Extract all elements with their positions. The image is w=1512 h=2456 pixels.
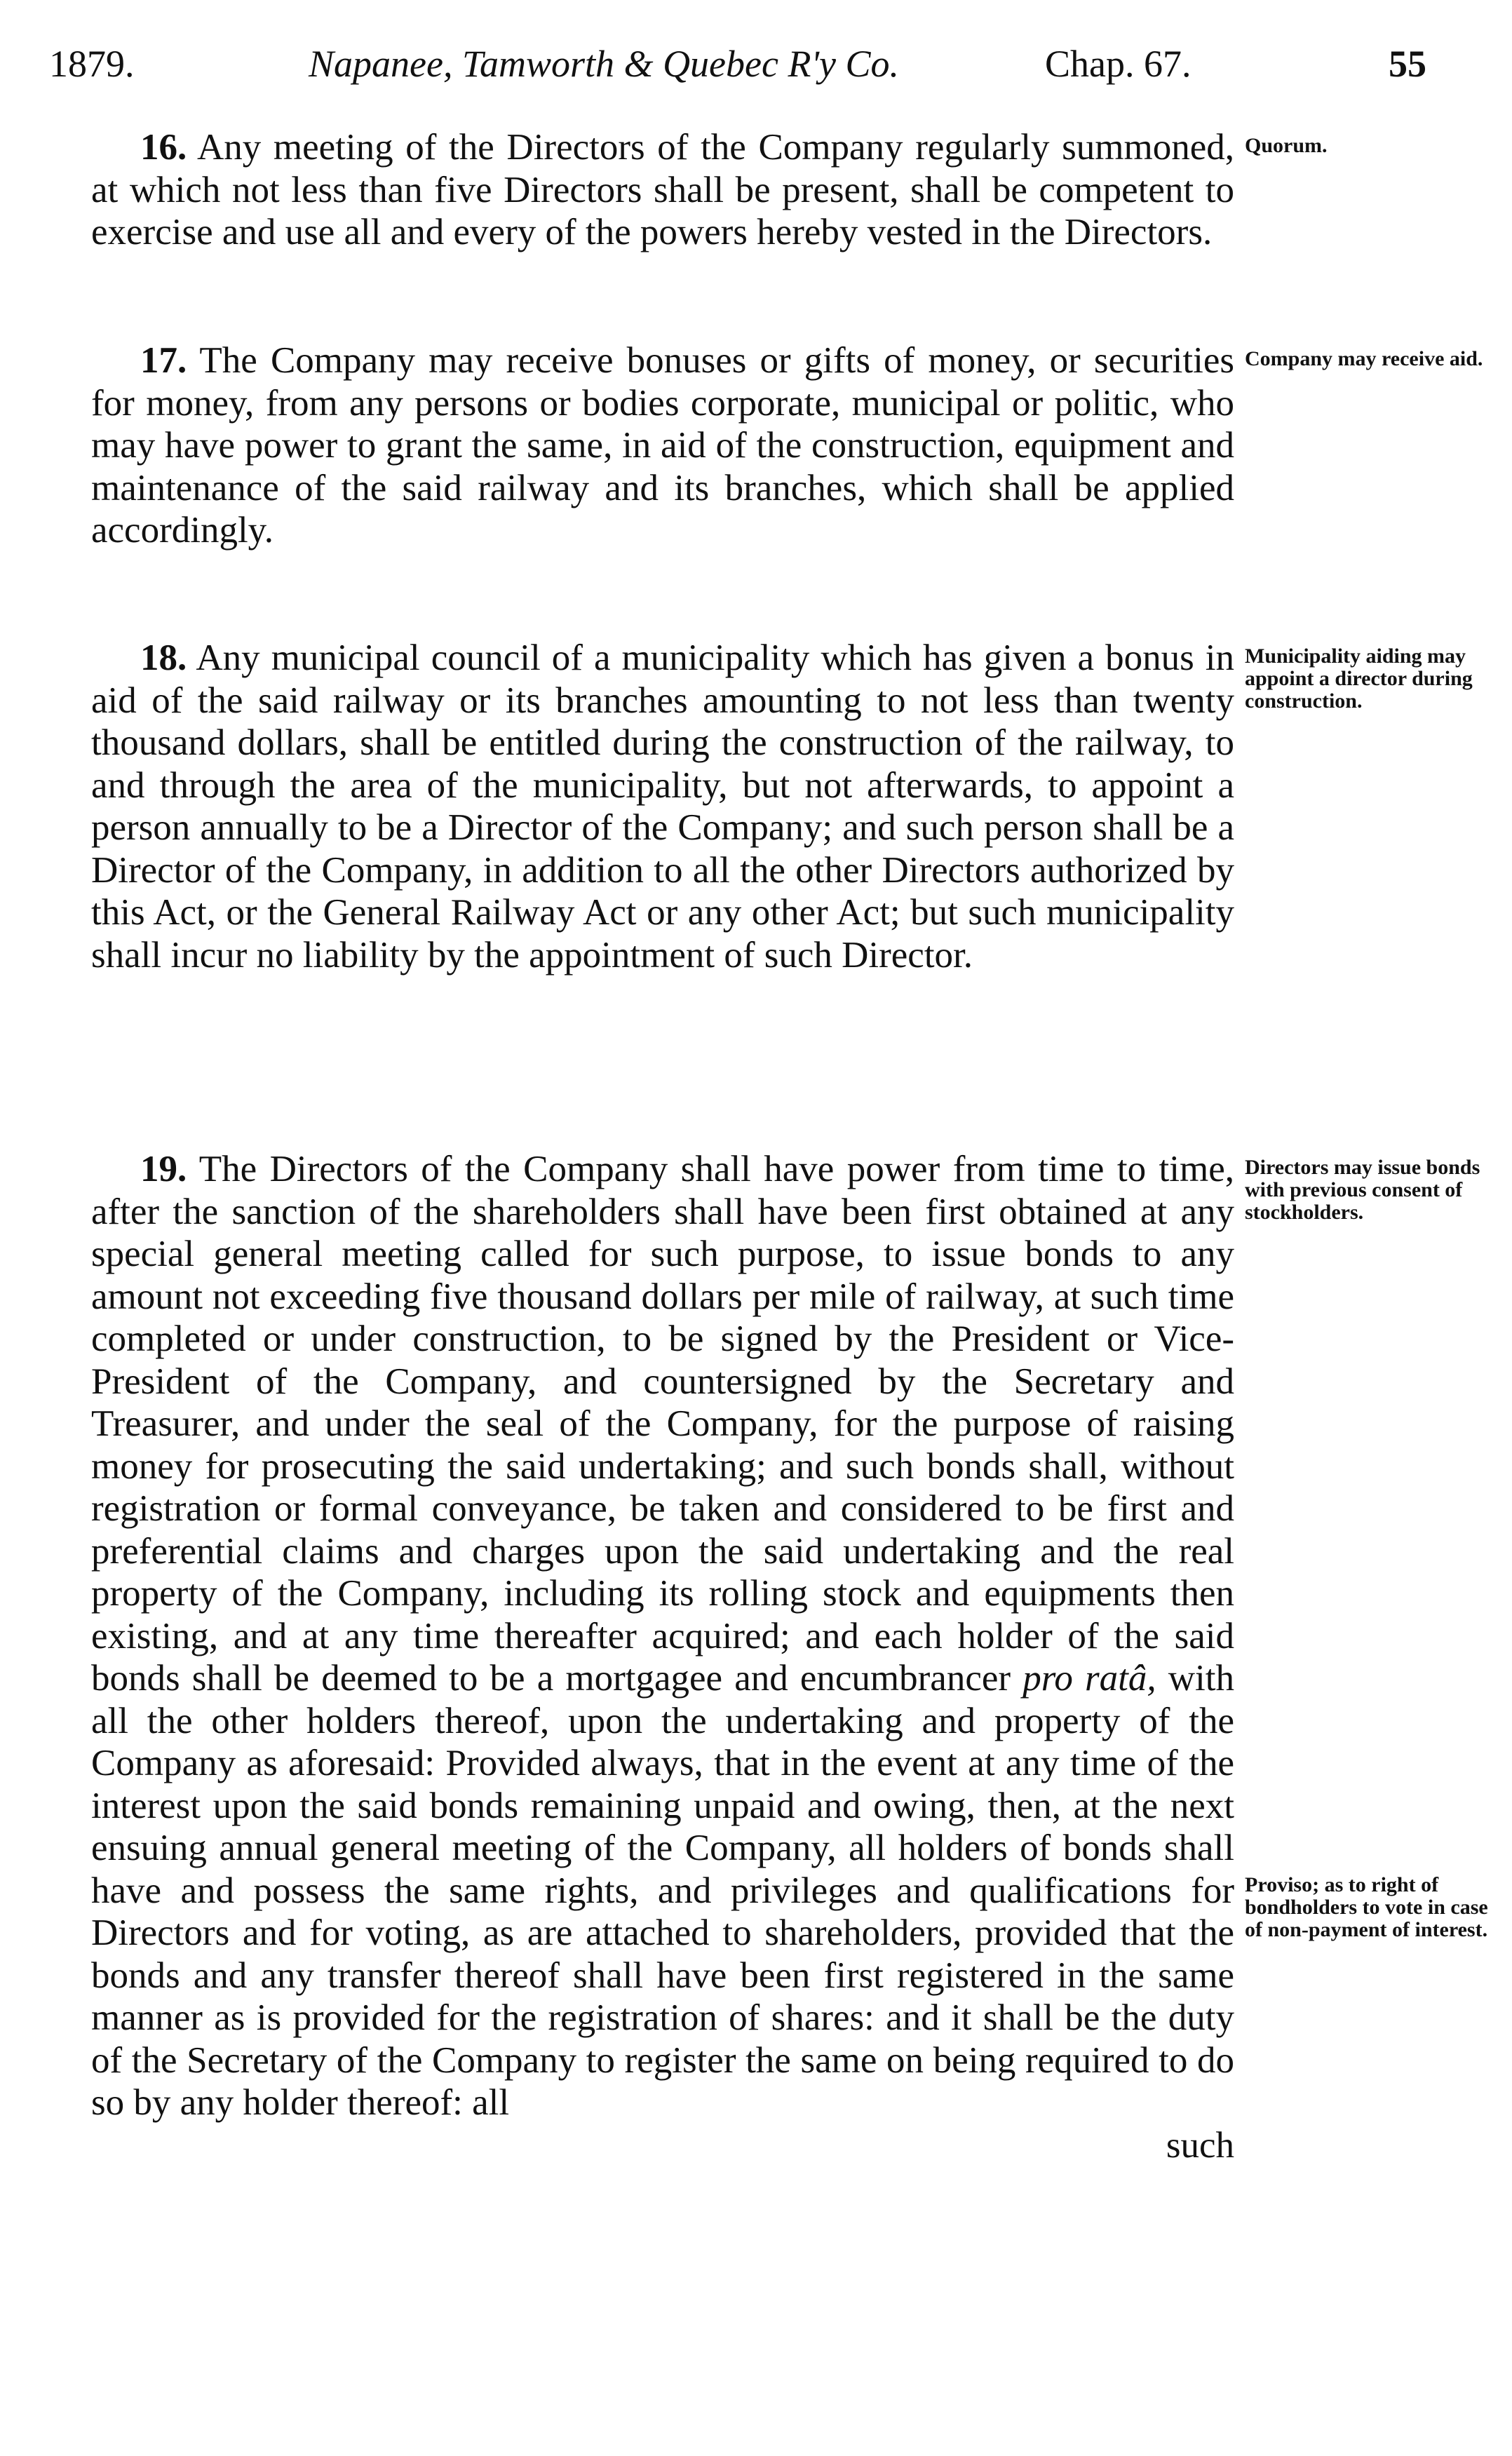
catchword: such [1166, 2124, 1234, 2166]
marginal-note-company-aid: Company may receive aid. [1245, 347, 1483, 370]
marginal-note-quorum: Quorum. [1245, 134, 1328, 157]
section-body-part1: The Directors of the Company shall have power from time to time, after the sanction of the shareholders shall have been first obtained at any special general meeting called for such purpose, to issue bonds to any amount not exceeding five thousand dollars per mile of railway, at such time completed or under construction, to be signed by the President or Vice-President of the Company, and countersigned by the Secretary and Treasurer, and under the seal of the Company, for the purpose of raising money for prosecuting the said undertaking; and such bonds shall, without registration or formal conveyance, be taken and considered to be first and preferential claims and charges upon the said undertaking and the real property of the Company, including its rolling stock and equipments then existing, and at any time thereafter acquired; and each holder of the said bonds shall be deemed to be a mortgagee and encumbrancer [91, 1149, 1234, 1699]
section-number: 17. [140, 340, 187, 381]
section-18 [91, 637, 1234, 976]
italic-phrase: pro ratâ, [1022, 1658, 1156, 1699]
header-chapter: Chap. 67. [1045, 43, 1192, 85]
header-title: Napanee, Tamworth & Quebec R'y Co. [309, 43, 899, 85]
header-year: 1879. [49, 43, 135, 85]
section-body: Any municipal council of a municipality which has given a bonus in aid of the said railway or its branches amounting to not less than twenty thousand dollars, shall be entitled during the construction of the railway, to and through the area of the municipality, but not afterwards, to appoint a person annually to be a Director of the Company; and such person shall be a Director of the Company, in addition to all the other Directors authorized by this Act, or the General Railway Act or any other Act; but such municipality shall incur no liability by the appointment of such Director. [91, 637, 1234, 976]
section-body-part2: with all the other holders thereof, upon the undertaking and property of the Company as aforesaid: Provided always, that in the event at any time of the interest upon the said bonds remaining unpaid and owing, then, at the next ensuing annual general meeting of the Company, all holders of bonds shall have and possess the same rights, and privileges and qualifications for Directors and for voting, as are attached to shareholders, provided that the bonds and any transfer thereof shall have been first registered in the same manner as is provided for the registration of shares: and it shall be the duty of the Secretary of the Company to register the same on being required to do so by any holder thereof: all [91, 1658, 1234, 2123]
section-number: 16. [140, 127, 187, 168]
section-body: The Company may receive bonuses or gifts of money, or securities for money, from any persons or bodies corporate, municipal or politic, who may have power to grant the same, in aid of the construction, equipment and maintenance of the said railway and its branches, which shall be applied accordingly. [91, 340, 1234, 551]
marginal-note-bonds: Directors may issue bonds with previous consent of stockholders. [1245, 1156, 1480, 1224]
section-number: 18. [140, 637, 187, 678]
section-17-text [91, 339, 1234, 552]
marginal-note-proviso: Proviso; as to right of bondholders to vote in case of non-payment of interest. [1245, 1873, 1488, 1941]
section-body: Any meeting of the Directors of the Company regularly summoned, at which not less than five Directors shall be present, shall be competent to exercise and use all and every of the powers hereby vested in the Directors. [91, 127, 1234, 252]
running-header [0, 42, 1512, 98]
section-17 [91, 339, 1234, 552]
section-18-text [91, 637, 1234, 976]
marginal-note-municipality: Municipality aiding may appoint a director during construction. [1245, 645, 1473, 713]
section-19 [91, 1148, 1234, 2166]
page-number: 55 [1389, 43, 1426, 85]
section-number: 19. [140, 1149, 187, 1189]
section-16 [91, 126, 1234, 254]
section-16-text [91, 126, 1234, 254]
section-19-text [91, 1148, 1234, 2124]
